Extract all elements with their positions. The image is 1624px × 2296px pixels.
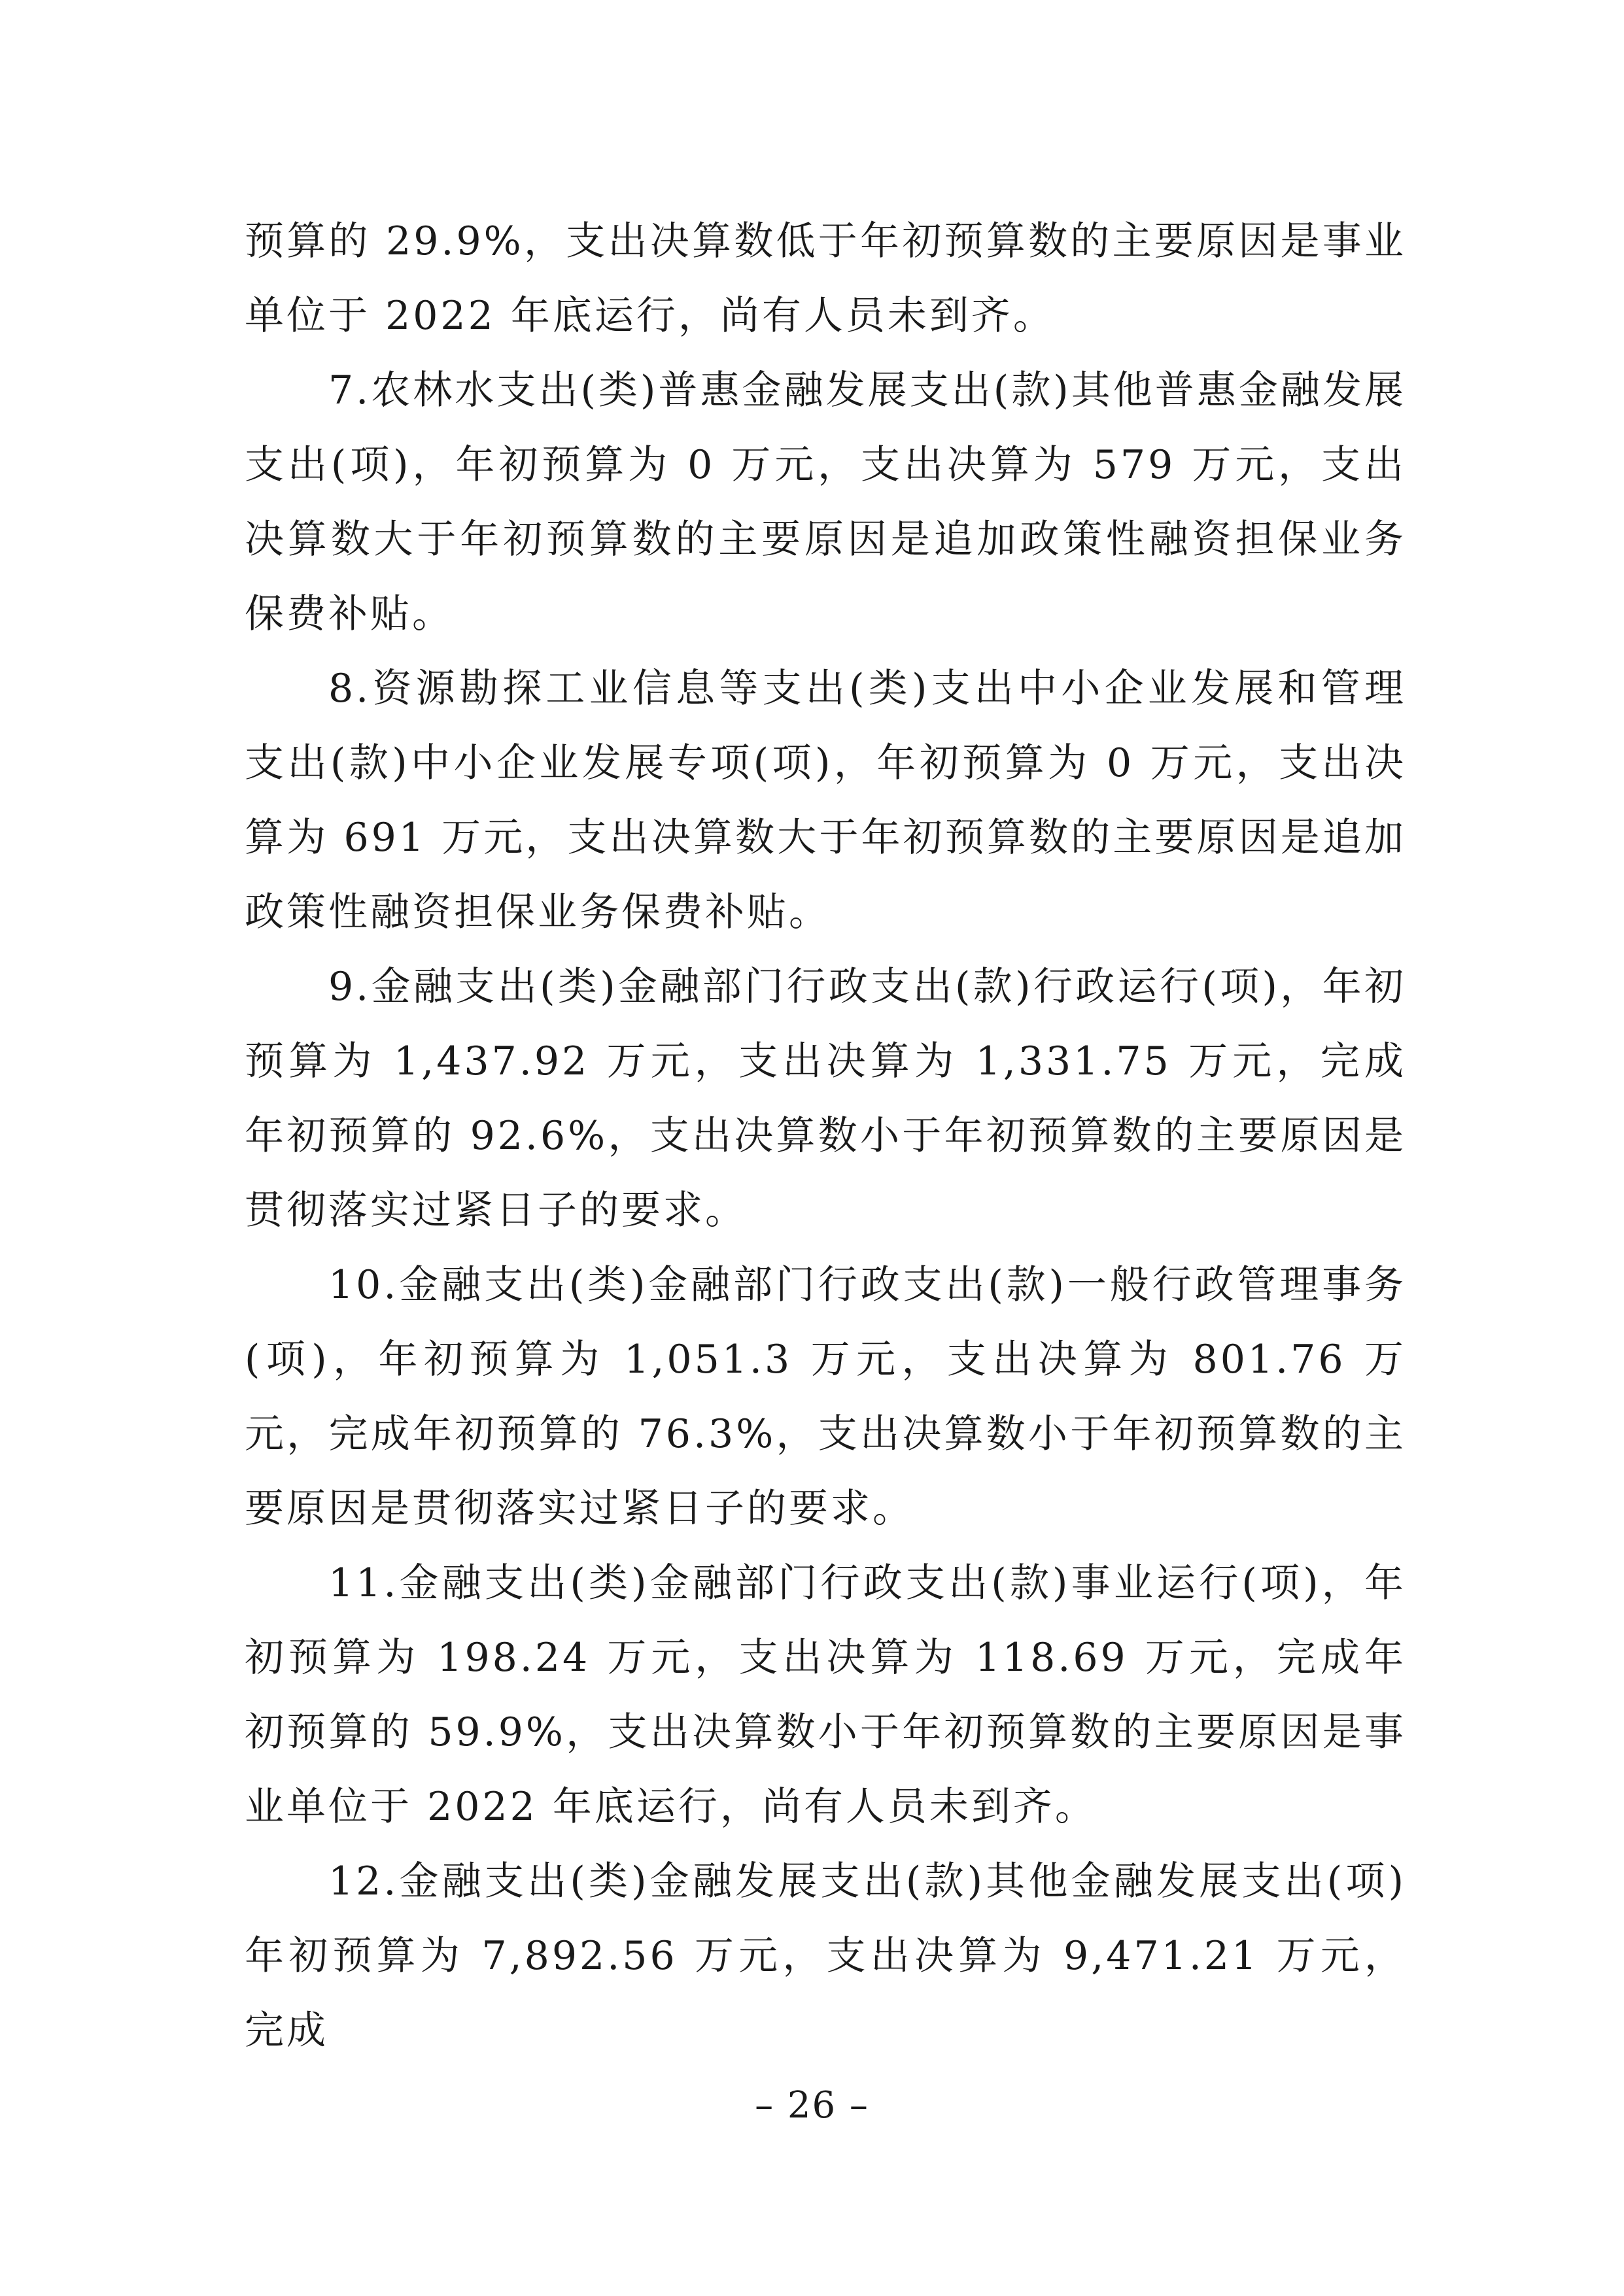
paragraph-item-12: 12.金融支出(类)金融发展支出(款)其他金融发展支出(项)年初预算为 7,892.56 万元，支出决算为 9,471.21 万元，完成 <box>245 1859 1406 2053</box>
paragraph-item-10: 10.金融支出(类)金融部门行政支出(款)一般行政管理事务(项)，年初预算为 1,051.3 万元，支出决算为 801.76 万元，完成年初预算的 76.3%，支出决算数小于年初预算数的主要原因是贯彻落实过紧日子的要求。 <box>245 1262 1406 1532</box>
paragraph-continuation: 预算的 29.9%，支出决算数低于年初预算数的主要原因是事业单位于 2022 年底运行，尚有人员未到齐。 <box>245 218 1406 339</box>
paragraph-item-9: 9.金融支出(类)金融部门行政支出(款)行政运行(项)，年初预算为 1,437.92 万元，支出决算为 1,331.75 万元，完成年初预算的 92.6%，支出决算数小于年初预算数的主要原因是贯彻落实过紧日子的要求。 <box>245 964 1406 1233</box>
paragraph-item-7: 7.农林水支出(类)普惠金融发展支出(款)其他普惠金融发展支出(项)，年初预算为 0 万元，支出决算为 579 万元，支出决算数大于年初预算数的主要原因是追加政策性融资担保业务保费补贴。 <box>245 368 1406 637</box>
paragraph-item-8: 8.资源勘探工业信息等支出(类)支出中小企业发展和管理支出(款)中小企业发展专项(项)，年初预算为 0 万元，支出决算为 691 万元，支出决算数大于年初预算数的主要原因是追加政策性融资担保业务保费补贴。 <box>245 666 1406 935</box>
document-body <box>245 204 1406 2068</box>
paragraph-item-11: 11.金融支出(类)金融部门行政支出(款)事业运行(项)，年初预算为 198.24 万元，支出决算为 118.69 万元，完成年初预算的 59.9%，支出决算数小于年初预算数的主要原因是事业单位于 2022 年底运行，尚有人员未到齐。 <box>245 1560 1406 1830</box>
page-number: – 26 – <box>755 2084 869 2127</box>
